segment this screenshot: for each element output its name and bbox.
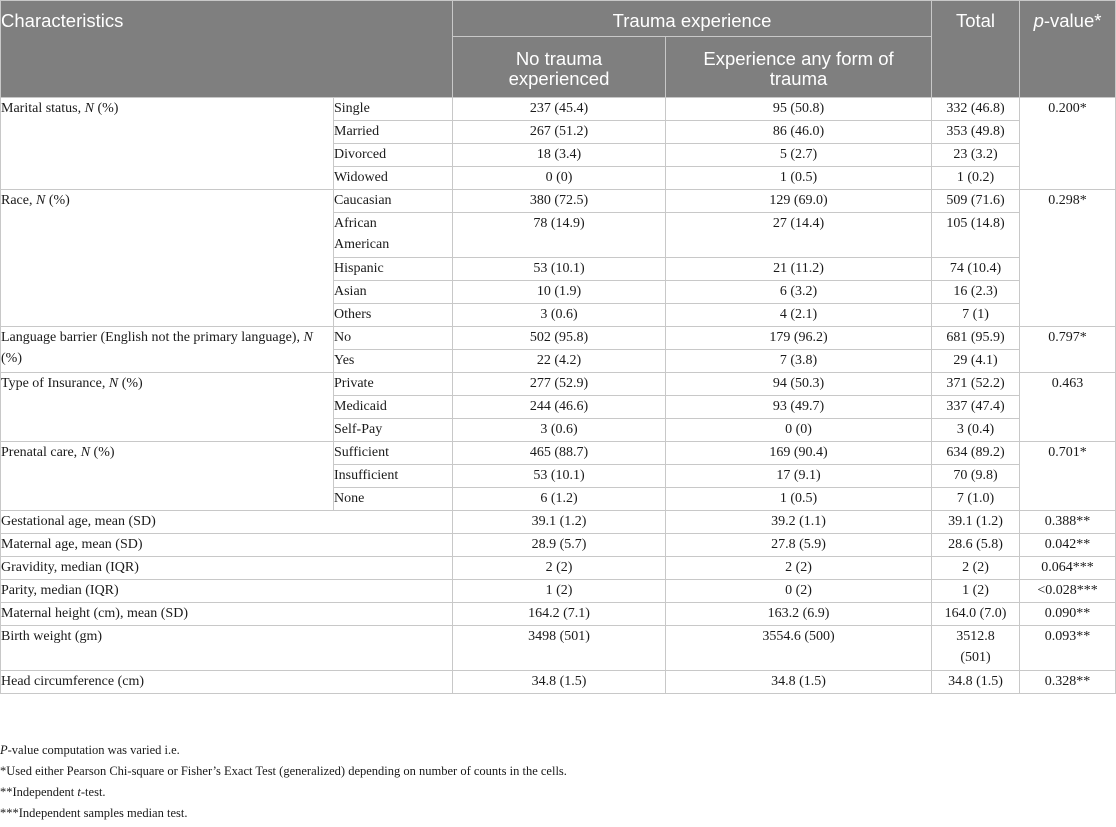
- row-label: Head circumference (cm): [1, 671, 453, 694]
- cell-no-trauma: 237 (45.4): [453, 98, 666, 121]
- cell-pvalue: 0.090**: [1020, 603, 1116, 626]
- header-trauma-experience: Trauma experience: [453, 1, 932, 37]
- cell-total: 509 (71.6): [932, 190, 1020, 213]
- cell-any-trauma: 5 (2.7): [666, 144, 932, 167]
- table-row: [1, 603, 1116, 626]
- cell-no-trauma: 2 (2): [453, 557, 666, 580]
- cell-pvalue: 0.797*: [1020, 327, 1116, 373]
- header-no-trauma: No trauma experienced: [453, 37, 666, 98]
- cell-pvalue: 0.064***: [1020, 557, 1116, 580]
- sub-label: Asian: [334, 281, 453, 304]
- cell-total: 105 (14.8): [932, 213, 1020, 258]
- cell-pvalue: 0.328**: [1020, 671, 1116, 694]
- cell-pvalue: 0.042**: [1020, 534, 1116, 557]
- cell-any-trauma: 6 (3.2): [666, 281, 932, 304]
- cell-no-trauma: 244 (46.6): [453, 396, 666, 419]
- cell-pvalue: 0.093**: [1020, 626, 1116, 671]
- cell-total: 29 (4.1): [932, 350, 1020, 373]
- row-label: Maternal height (cm), mean (SD): [1, 603, 453, 626]
- header-any-trauma: Experience any form of trauma: [666, 37, 932, 98]
- cell-total: 681 (95.9): [932, 327, 1020, 350]
- cell-total: 332 (46.8): [932, 98, 1020, 121]
- cell-any-trauma: 163.2 (6.9): [666, 603, 932, 626]
- cell-no-trauma: 267 (51.2): [453, 121, 666, 144]
- cell-any-trauma: 3554.6 (500): [666, 626, 932, 671]
- cell-no-trauma: 10 (1.9): [453, 281, 666, 304]
- cell-total: 164.0 (7.0): [932, 603, 1020, 626]
- cell-total: 1 (0.2): [932, 167, 1020, 190]
- footnote-2: **Independent t-test.: [0, 785, 106, 799]
- table-body: [1, 98, 1116, 694]
- sub-label: Insufficient: [334, 465, 453, 488]
- cell-total: 7 (1.0): [932, 488, 1020, 511]
- cell-pvalue: <0.028***: [1020, 580, 1116, 603]
- cell-any-trauma: 169 (90.4): [666, 442, 932, 465]
- footnote-1: *Used either Pearson Chi-square or Fisher’s Exact Test (generalized) depending on number of counts in the cells.: [0, 764, 567, 778]
- cell-any-trauma: 0 (0): [666, 419, 932, 442]
- cell-any-trauma: 4 (2.1): [666, 304, 932, 327]
- sub-label: Single: [334, 98, 453, 121]
- cell-any-trauma: 27.8 (5.9): [666, 534, 932, 557]
- cell-any-trauma: 1 (0.5): [666, 167, 932, 190]
- cell-no-trauma: 380 (72.5): [453, 190, 666, 213]
- cell-any-trauma: 86 (46.0): [666, 121, 932, 144]
- row-label: Gestational age, mean (SD): [1, 511, 453, 534]
- table-row: [1, 373, 1116, 396]
- cell-no-trauma: 6 (1.2): [453, 488, 666, 511]
- cell-no-trauma: 53 (10.1): [453, 258, 666, 281]
- cell-no-trauma: 502 (95.8): [453, 327, 666, 350]
- sub-label: Hispanic: [334, 258, 453, 281]
- cell-any-trauma: 93 (49.7): [666, 396, 932, 419]
- row-label: Birth weight (gm): [1, 626, 453, 671]
- cell-any-trauma: 95 (50.8): [666, 98, 932, 121]
- sub-label: Caucasian: [334, 190, 453, 213]
- sub-label: Self-Pay: [334, 419, 453, 442]
- cell-pvalue: 0.200*: [1020, 98, 1116, 190]
- sub-label: Medicaid: [334, 396, 453, 419]
- cell-no-trauma: 22 (4.2): [453, 350, 666, 373]
- sub-label: Married: [334, 121, 453, 144]
- cell-total: 7 (1): [932, 304, 1020, 327]
- footnote-3: ***Independent samples median test.: [0, 806, 188, 820]
- cell-total: 634 (89.2): [932, 442, 1020, 465]
- table-footnotes: [0, 740, 567, 824]
- table-row: [1, 671, 1116, 694]
- row-label: Parity, median (IQR): [1, 580, 453, 603]
- cell-pvalue: 0.463: [1020, 373, 1116, 442]
- table-row: [1, 327, 1116, 350]
- cell-pvalue: 0.388**: [1020, 511, 1116, 534]
- row-label-marital-status: Marital status, N (%): [1, 98, 334, 190]
- table-row: [1, 190, 1116, 213]
- sub-label: Private: [334, 373, 453, 396]
- cell-no-trauma: 3 (0.6): [453, 419, 666, 442]
- cell-any-trauma: 27 (14.4): [666, 213, 932, 258]
- cell-any-trauma: 0 (2): [666, 580, 932, 603]
- sub-label: African American: [334, 213, 453, 258]
- cell-no-trauma: 3498 (501): [453, 626, 666, 671]
- header-total: Total: [932, 1, 1020, 98]
- cell-no-trauma: 465 (88.7): [453, 442, 666, 465]
- row-label-prenatal-care: Prenatal care, N (%): [1, 442, 334, 511]
- sub-label: Divorced: [334, 144, 453, 167]
- cell-total: 353 (49.8): [932, 121, 1020, 144]
- header-characteristics: Characteristics: [1, 1, 453, 98]
- row-label-insurance: Type of Insurance, N (%): [1, 373, 334, 442]
- table-row: [1, 557, 1116, 580]
- cell-any-trauma: 39.2 (1.1): [666, 511, 932, 534]
- cell-no-trauma: 34.8 (1.5): [453, 671, 666, 694]
- cell-total: 2 (2): [932, 557, 1020, 580]
- cell-any-trauma: 1 (0.5): [666, 488, 932, 511]
- cell-no-trauma: 78 (14.9): [453, 213, 666, 258]
- cell-any-trauma: 17 (9.1): [666, 465, 932, 488]
- cell-total: 74 (10.4): [932, 258, 1020, 281]
- cell-no-trauma: 28.9 (5.7): [453, 534, 666, 557]
- cell-total: 70 (9.8): [932, 465, 1020, 488]
- row-label: Gravidity, median (IQR): [1, 557, 453, 580]
- cell-no-trauma: 0 (0): [453, 167, 666, 190]
- table-row: [1, 534, 1116, 557]
- cell-any-trauma: 129 (69.0): [666, 190, 932, 213]
- table-row: [1, 98, 1116, 121]
- table-row: [1, 442, 1116, 465]
- cell-total: 23 (3.2): [932, 144, 1020, 167]
- cell-total: 16 (2.3): [932, 281, 1020, 304]
- cell-pvalue: 0.298*: [1020, 190, 1116, 327]
- cell-no-trauma: 277 (52.9): [453, 373, 666, 396]
- cell-total: 371 (52.2): [932, 373, 1020, 396]
- header-pvalue-rest: -value*: [1043, 10, 1102, 31]
- table-row: [1, 511, 1116, 534]
- cell-no-trauma: 1 (2): [453, 580, 666, 603]
- cell-total: 337 (47.4): [932, 396, 1020, 419]
- row-label-race: Race, N (%): [1, 190, 334, 327]
- cell-total: 34.8 (1.5): [932, 671, 1020, 694]
- cell-any-trauma: 2 (2): [666, 557, 932, 580]
- sub-label: Others: [334, 304, 453, 327]
- cell-total: 3512.8 (501): [932, 626, 1020, 671]
- cell-any-trauma: 21 (11.2): [666, 258, 932, 281]
- cell-total: 28.6 (5.8): [932, 534, 1020, 557]
- sub-label: Yes: [334, 350, 453, 373]
- cell-total: 39.1 (1.2): [932, 511, 1020, 534]
- cell-no-trauma: 164.2 (7.1): [453, 603, 666, 626]
- cell-any-trauma: 94 (50.3): [666, 373, 932, 396]
- table-row: [1, 580, 1116, 603]
- header-pvalue: [1020, 1, 1116, 98]
- cell-total: 3 (0.4): [932, 419, 1020, 442]
- cell-no-trauma: 39.1 (1.2): [453, 511, 666, 534]
- footnote-pvalue: P-value computation was varied i.e.: [0, 743, 180, 757]
- cell-any-trauma: 34.8 (1.5): [666, 671, 932, 694]
- sub-label: Widowed: [334, 167, 453, 190]
- cell-no-trauma: 53 (10.1): [453, 465, 666, 488]
- sub-label: No: [334, 327, 453, 350]
- cell-total: 1 (2): [932, 580, 1020, 603]
- cell-any-trauma: 7 (3.8): [666, 350, 932, 373]
- cell-any-trauma: 179 (96.2): [666, 327, 932, 350]
- cell-no-trauma: 18 (3.4): [453, 144, 666, 167]
- cell-pvalue: 0.701*: [1020, 442, 1116, 511]
- table-row: [1, 626, 1116, 671]
- cell-no-trauma: 3 (0.6): [453, 304, 666, 327]
- sub-label: None: [334, 488, 453, 511]
- row-label-language-barrier: Language barrier (English not the primary language), N (%): [1, 327, 334, 373]
- row-label: Maternal age, mean (SD): [1, 534, 453, 557]
- header-pvalue-italic: p: [1033, 10, 1044, 31]
- sub-label: Sufficient: [334, 442, 453, 465]
